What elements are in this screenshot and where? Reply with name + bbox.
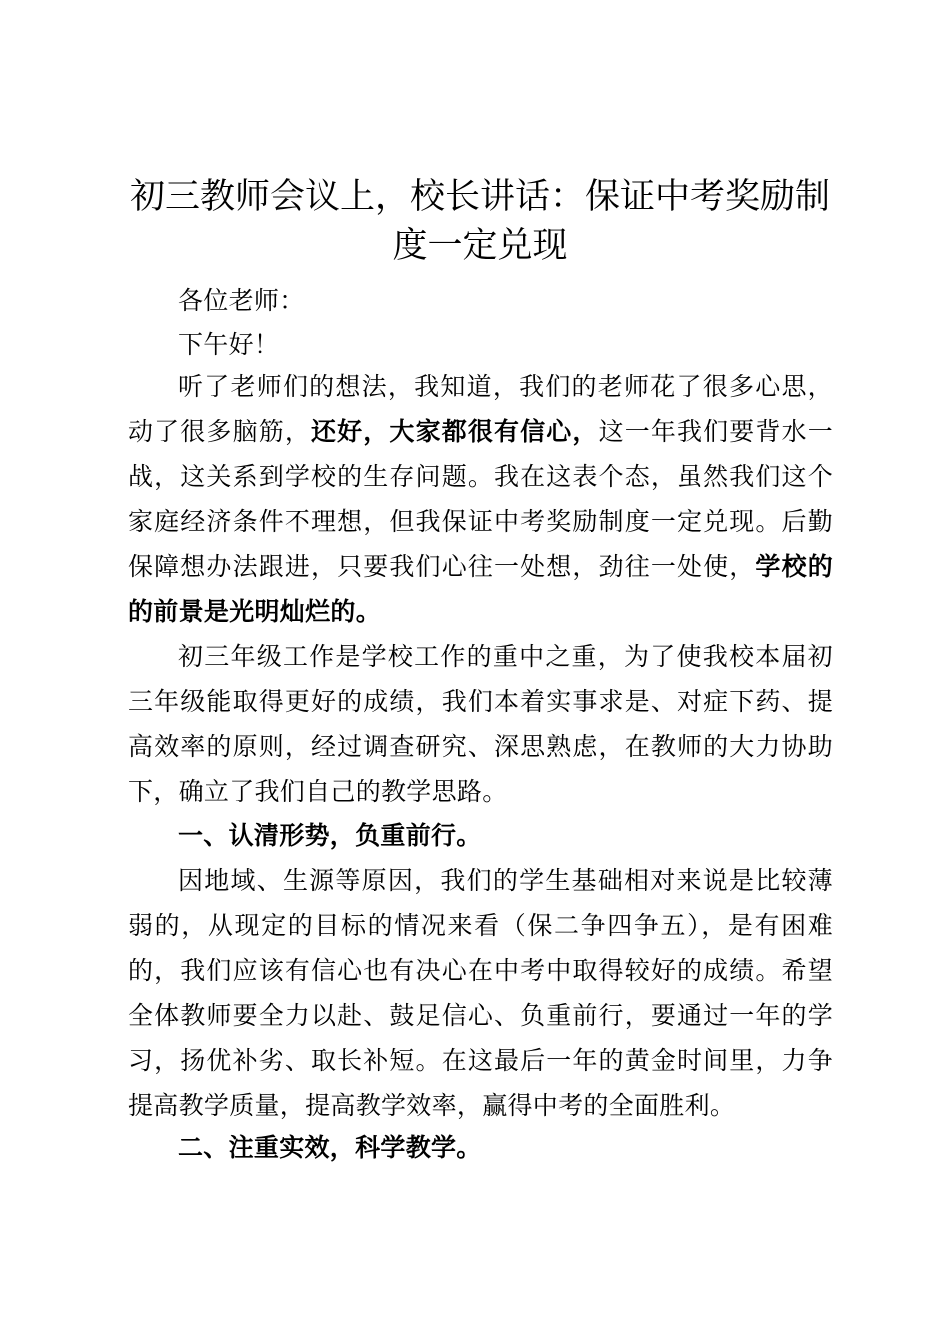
section-heading-2: 二、注重实效，科学教学。 [178,1133,482,1162]
section-heading-1: 一、认清形势，负重前行。 [178,821,482,850]
paragraph-1 [128,364,833,634]
paragraph-1-text-a: 听了老师们的想法，我知道，我们的老师花了很多心思，动了很多脑筋， [128,372,833,446]
paragraph-2: 初三年级工作是学校工作的重中之重，为了使我校本届初三年级能取得更好的成绩，我们本着实事求是、对症下药、提高效率的原则，经过调查研究、深思熟虑，在教师的大力协助下，确立了我们自己的教学思路。 [128,642,833,806]
paragraph-3: 因地域、生源等原因，我们的学生基础相对来说是比较薄弱的，从现定的目标的情况来看（保二争四争五），是有困难的，我们应该有信心也有决心在中考中取得较好的成绩。希望全体教师要全力以赴、鼓足信心、负重前行，要通过一年的学习，扬优补劣、取长补短。在这最后一年的黄金时间里，力争提高教学质量，提高教学效率，赢得中考的全面胜利。 [128,866,833,1120]
paragraph-1-bold-a: 还好，大家都很有信心， [311,417,599,446]
paragraph-1-bold-b: 学校的的前景是光明灿烂的。 [128,552,834,626]
document-title-line-1: 初三教师会议上，校长讲话：保证中考奖励制 [129,177,830,217]
salutation: 下午好！ [178,330,280,359]
document-title-line-2: 度一定兑现 [392,226,568,266]
greeting: 各位老师： [178,286,305,315]
paragraph-1-text-b: 这一年我们要背水一战，这关系到学校的生存问题。我在这表个态，虽然我们这个家庭经济条件不理想，但我保证中考奖励制度一定兑现。后勤保障想办法跟进，只要我们心往一处想，劲往一处使， [128,417,833,581]
